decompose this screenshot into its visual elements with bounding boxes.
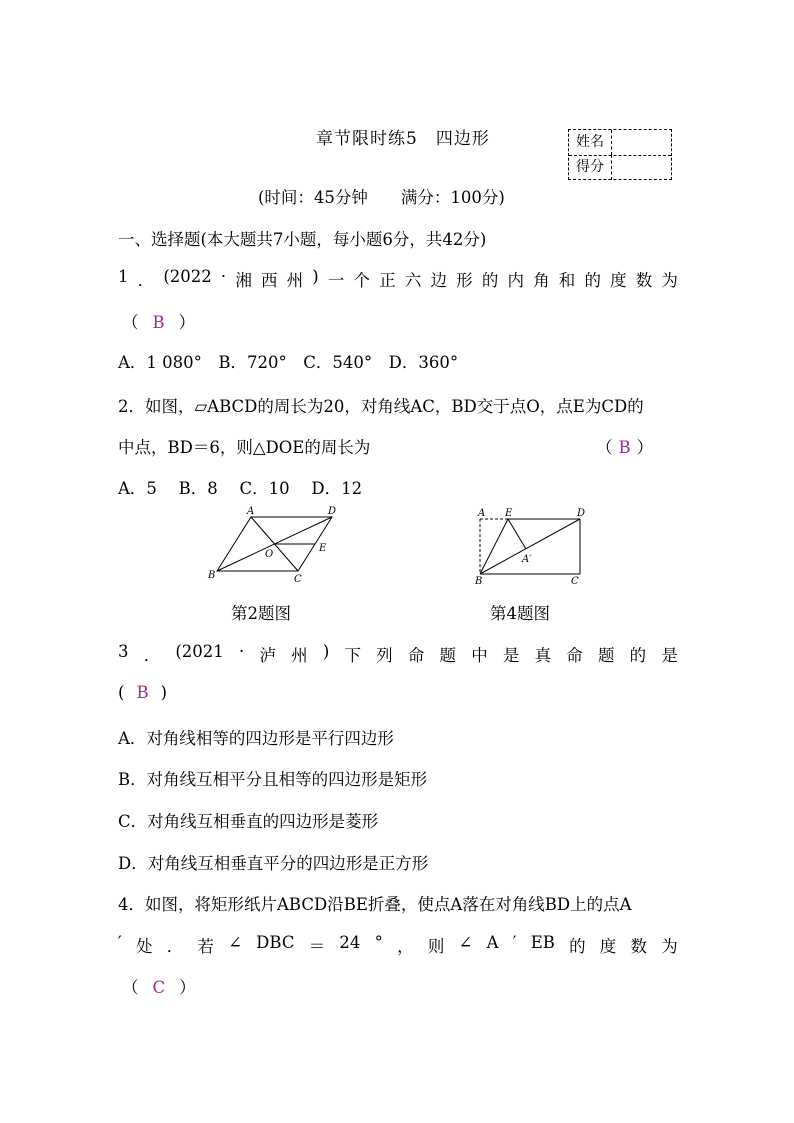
name-score-box: [568, 129, 672, 180]
paren-close: ）: [178, 313, 196, 332]
figure-2-caption: 第2题图: [231, 604, 291, 623]
label-e: E: [319, 543, 327, 554]
figure-4-rectangle: [470, 504, 594, 588]
paren-close: ）: [636, 438, 654, 457]
stem-token: 24: [339, 933, 361, 952]
stem-token: 角: [533, 271, 550, 290]
label-o: O: [265, 549, 274, 560]
stem-token: DBC: [256, 933, 295, 952]
question-1-options: A．1 080° B．720° C．540° D．360°: [118, 353, 459, 372]
question-1-stem: [118, 267, 678, 291]
stem-token: 边: [430, 271, 447, 290]
paren-close: ): [160, 683, 168, 702]
stem-token: ): [312, 267, 319, 286]
stem-token: 为: [661, 271, 678, 290]
stem-token: 的: [481, 271, 499, 290]
stem-token: 内: [507, 271, 524, 290]
paren-open: （: [122, 978, 139, 997]
time-info: (时间：45分钟 满分：100分): [258, 188, 505, 207]
figure-4-caption: 第4题图: [490, 604, 550, 623]
label-c: C: [294, 574, 302, 585]
stem-token: 泸: [259, 646, 276, 665]
stem-token: 若: [197, 937, 214, 956]
label-d: D: [328, 506, 337, 517]
stem-token: 形: [456, 271, 473, 290]
label-d: D: [577, 508, 586, 519]
stem-token: 题: [439, 646, 456, 665]
segment-ea1: [508, 519, 526, 549]
section-heading: 一、选择题(本大题共7小题，每小题6分，共42分): [118, 230, 487, 249]
stem-token: 正: [379, 271, 396, 290]
question-2-options: A．5 B．8 C．10 D．12: [118, 479, 363, 498]
question-3-option-c: C．对角线互相垂直的四边形是菱形: [118, 812, 379, 831]
stem-token: 数: [630, 937, 648, 956]
paren-open: （: [122, 313, 139, 332]
label-a: A: [247, 506, 255, 517]
stem-token: 是: [502, 646, 520, 665]
stem-token: 3: [118, 642, 129, 661]
stem-token: ∠: [228, 933, 242, 952]
question-4-stem-line2: [118, 933, 678, 957]
stem-token: 和: [558, 271, 576, 290]
stem-token: 的: [584, 271, 601, 290]
stem-token: ′: [512, 933, 517, 952]
stem-token: 的: [629, 646, 647, 665]
stem-token: 六: [404, 271, 422, 290]
label-a-prime: A′: [522, 554, 532, 565]
stem-token: 的: [569, 937, 586, 956]
stem-token: 命: [407, 646, 425, 665]
stem-token: ．: [143, 646, 161, 665]
stem-token: 州: [291, 646, 308, 665]
question-3-option-b: B．对角线互相平分且相等的四边形是矩形: [118, 770, 428, 789]
stem-token: 中: [471, 646, 488, 665]
paren-close: ）: [179, 978, 196, 997]
stem-token: ＝: [308, 937, 326, 956]
stem-token: ．: [137, 271, 155, 290]
paren-open: (: [118, 683, 125, 702]
diagonal-bd: [480, 519, 580, 574]
stem-token: ∠: [458, 933, 473, 952]
stem-token: 题: [597, 646, 615, 665]
stem-token: ): [322, 642, 330, 661]
name-row: [569, 130, 671, 156]
stem-token: 处: [135, 937, 153, 956]
question-3-option-a: A．对角线相等的四边形是平行四边形: [118, 729, 394, 748]
stem-token: 数: [635, 271, 653, 290]
label-b: B: [475, 576, 483, 587]
question-3-stem: [118, 642, 678, 666]
paren-open: （: [596, 438, 613, 457]
question-2-stem-line2: 中点，BD＝6，则△DOE的周长为: [118, 438, 371, 457]
question-4-answer: C: [152, 978, 166, 997]
score-label: 得分: [569, 155, 612, 180]
question-3-answer-paren: [118, 683, 167, 702]
stem-token: °: [374, 933, 383, 952]
question-2-answer-paren: [596, 434, 653, 458]
stem-token: 列: [376, 646, 393, 665]
question-4-stem-line1: 4．如图，将矩形纸片ABCD沿BE折叠，使点A落在对角线BD上的点A: [118, 895, 632, 914]
page-title: 章节限时练5 四边形: [316, 129, 490, 149]
stem-token: 命: [566, 646, 583, 665]
stem-token: (2021: [175, 642, 224, 661]
question-2-answer: B: [618, 438, 631, 457]
stem-token: 下: [344, 646, 361, 665]
label-b: B: [208, 570, 216, 581]
stem-token: 度: [599, 937, 617, 956]
question-1-answer: B: [152, 313, 165, 332]
stem-token: 州: [286, 271, 304, 290]
stem-token: ′: [118, 933, 122, 952]
stem-token: 度: [610, 271, 627, 290]
question-3-option-d: D．对角线互相垂直平分的四边形是正方形: [118, 854, 429, 873]
stem-token: EB: [530, 933, 555, 952]
stem-token: 一: [327, 271, 345, 290]
stem-token: ，: [397, 937, 414, 956]
stem-token: 湘: [235, 271, 252, 290]
stem-token: A: [486, 933, 499, 952]
stem-token: 真: [534, 646, 552, 665]
stem-token: 为: [661, 937, 678, 956]
stem-token: ．: [166, 937, 184, 956]
stem-token: 个: [353, 271, 371, 290]
label-c: C: [571, 576, 579, 587]
score-row: [569, 155, 671, 180]
label-e: E: [505, 508, 513, 519]
label-a: A: [478, 508, 486, 519]
question-1-answer-paren: [122, 309, 195, 333]
stem-token: 1: [118, 267, 129, 286]
stem-token: ·: [239, 642, 245, 661]
stem-token: (2022: [163, 267, 212, 286]
stem-token: 西: [260, 271, 278, 290]
stem-token: ·: [220, 267, 227, 286]
question-4-answer-paren: [122, 974, 196, 998]
question-2-stem-line1: 2．如图，▱ABCD的周长为20，对角线AC，BD交于点O，点E为CD的: [118, 397, 644, 416]
figure-2-parallelogram: [200, 504, 350, 588]
stem-token: 则: [427, 937, 445, 956]
question-3-answer: B: [136, 683, 149, 702]
name-label: 姓名: [569, 130, 612, 155]
stem-token: 是: [661, 646, 678, 665]
